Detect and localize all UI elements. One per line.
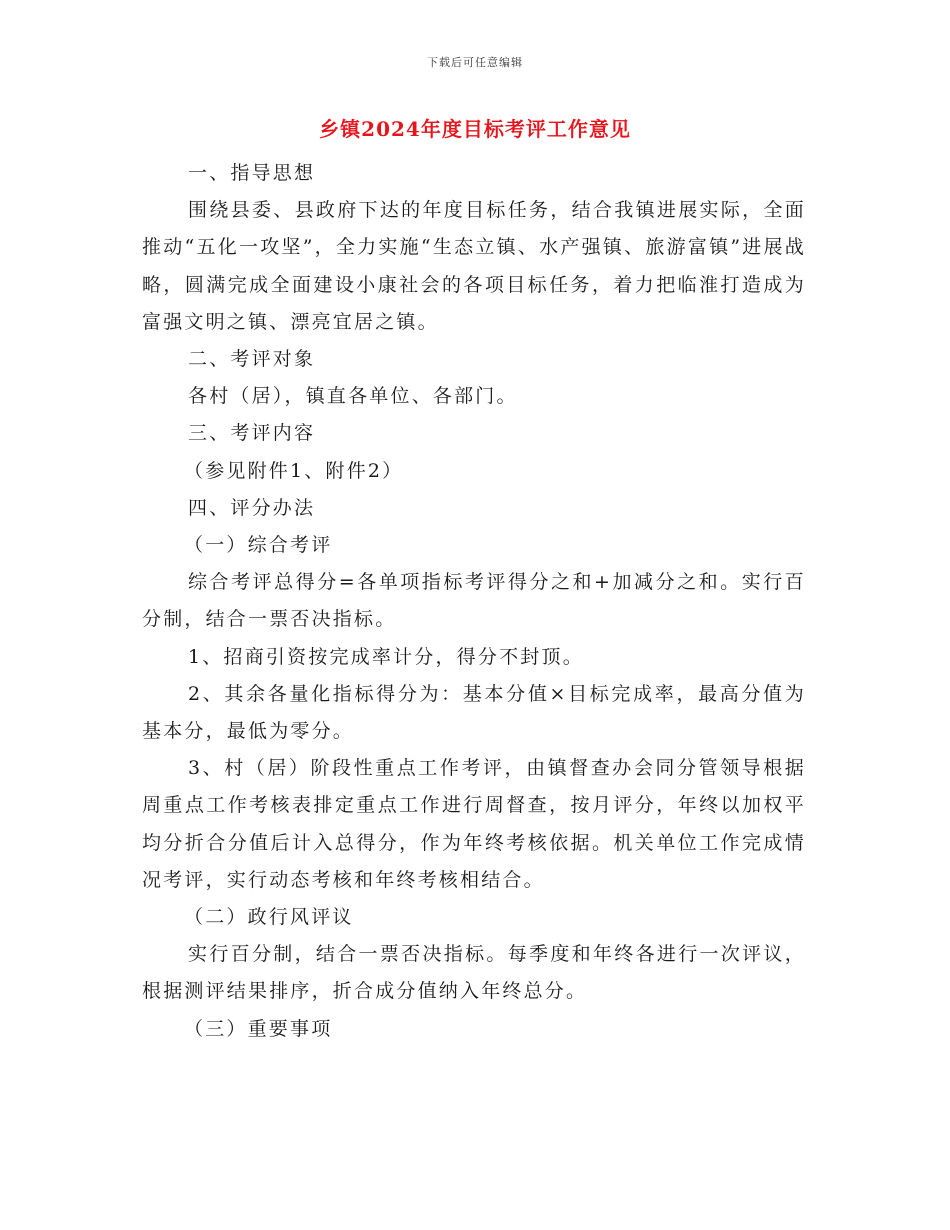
- paragraph: 围绕县委、县政府下达的年度目标任务，结合我镇进展实际，全面推动“五化一攻坚”，全力实施“生态立镇、水产强镇、旅游富镇”进展战略，圆满完成全面建设小康社会的各项目标任务，着力把临淮打造成为富强文明之镇、漂亮宜居之镇。: [142, 199, 806, 333]
- reference-note: （参见附件1、附件2）: [184, 459, 404, 482]
- section-heading: 一、指导思想: [188, 162, 316, 184]
- section-heading: 四、评分办法: [188, 496, 316, 519]
- subsection-heading: （三）重要事项: [184, 1017, 333, 1040]
- paragraph: 实行百分制，结合一票否决指标。每季度和年终各进行一次评议，根据测评结果排序，折合成分值纳入年终总分。: [142, 943, 806, 1003]
- paragraph: 2、其余各量化指标得分为：基本分值×目标完成率，最高分值为基本分，最低为零分。: [142, 682, 806, 743]
- section-heading: 二、考评对象: [188, 348, 316, 371]
- paragraph: 各村（居），镇直各单位、各部门。: [188, 385, 518, 408]
- header-note: 下载后可任意编辑: [427, 56, 523, 69]
- paragraph: 综合考评总得分=各单项指标考评得分之和+加减分之和。实行百分制，结合一票否决指标。: [142, 571, 806, 631]
- document-title: 乡镇2024年度目标考评工作意见: [319, 117, 631, 141]
- paragraph: 1、招商引资按完成率计分，得分不封顶。: [188, 645, 584, 668]
- paragraph: 3、村（居）阶段性重点工作考评，由镇督查办会同分管领导根据周重点工作考核表排定重点工作进行周督查，按月评分，年终以加权平均分折合分值后计入总得分，作为年终考核依据。机关单位工作完成情况考评，实行动态考核和年终考核相结合。: [142, 757, 806, 891]
- subsection-heading: （一）综合考评: [184, 534, 333, 557]
- section-heading: 三、考评内容: [188, 422, 316, 445]
- subsection-heading: （二）政行风评议: [184, 906, 354, 929]
- document-body: [142, 155, 806, 1048]
